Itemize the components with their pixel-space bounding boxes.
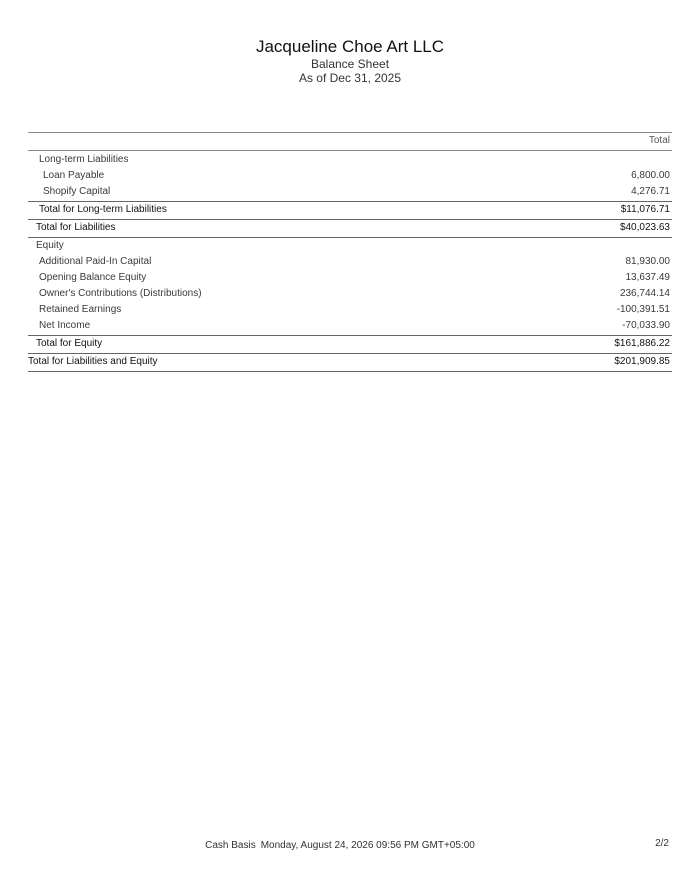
table-header-row xyxy=(28,133,672,151)
balance-sheet-table xyxy=(28,132,672,372)
account-label: Owner's Contributions (Distributions) xyxy=(39,288,202,299)
account-label: Net Income xyxy=(39,320,91,331)
total-row-equity xyxy=(28,335,672,354)
total-amount: $11,076.71 xyxy=(620,204,670,215)
account-amount: -100,391.51 xyxy=(616,304,670,315)
section-label: Equity xyxy=(36,240,64,251)
section-header-equity xyxy=(28,238,672,254)
report-title: Balance Sheet xyxy=(310,57,390,71)
account-label: Opening Balance Equity xyxy=(39,272,147,283)
generated-timestamp: Monday, August 24, 2026 09:56 PM GMT+05:00 xyxy=(260,840,475,851)
section-label: Long-term Liabilities xyxy=(39,154,129,165)
total-row-liabilities-and-equity xyxy=(28,354,672,372)
table-row xyxy=(28,168,672,184)
total-amount: $40,023.63 xyxy=(619,222,670,233)
account-label: Retained Earnings xyxy=(39,304,122,315)
total-label: Total for Liabilities xyxy=(36,222,116,233)
account-label: Additional Paid-In Capital xyxy=(39,256,152,267)
table-row xyxy=(28,286,672,302)
report-header xyxy=(0,37,700,85)
company-name: Jacqueline Choe Art LLC xyxy=(255,37,445,56)
total-amount: $161,886.22 xyxy=(614,338,670,349)
total-amount: $201,909.85 xyxy=(614,356,670,367)
total-label: Total for Liabilities and Equity xyxy=(28,356,158,367)
table-row xyxy=(28,254,672,270)
account-amount: 81,930.00 xyxy=(625,256,670,267)
account-label: Loan Payable xyxy=(43,170,105,181)
table-row xyxy=(28,302,672,318)
report-date: As of Dec 31, 2025 xyxy=(298,71,402,85)
account-amount: 6,800.00 xyxy=(631,170,670,181)
account-amount: 13,637.49 xyxy=(625,272,670,283)
account-amount: -70,033.90 xyxy=(622,320,670,331)
table-row xyxy=(28,184,672,200)
section-header-long-term-liabilities xyxy=(28,152,672,168)
table-row xyxy=(28,270,672,286)
total-label: Total for Equity xyxy=(36,338,103,349)
table-row xyxy=(28,318,672,334)
account-amount: 4,276.71 xyxy=(631,186,670,197)
accounting-basis: Cash Basis xyxy=(205,840,256,851)
total-row-liabilities xyxy=(28,220,672,238)
column-header-total: Total xyxy=(648,135,670,146)
total-row-long-term-liabilities xyxy=(28,201,672,220)
report-footer xyxy=(0,840,680,851)
total-label: Total for Long-term Liabilities xyxy=(39,204,167,215)
account-amount: 236,744.14 xyxy=(619,288,670,299)
account-label: Shopify Capital xyxy=(43,186,111,197)
page-number: 2/2 xyxy=(655,838,669,849)
